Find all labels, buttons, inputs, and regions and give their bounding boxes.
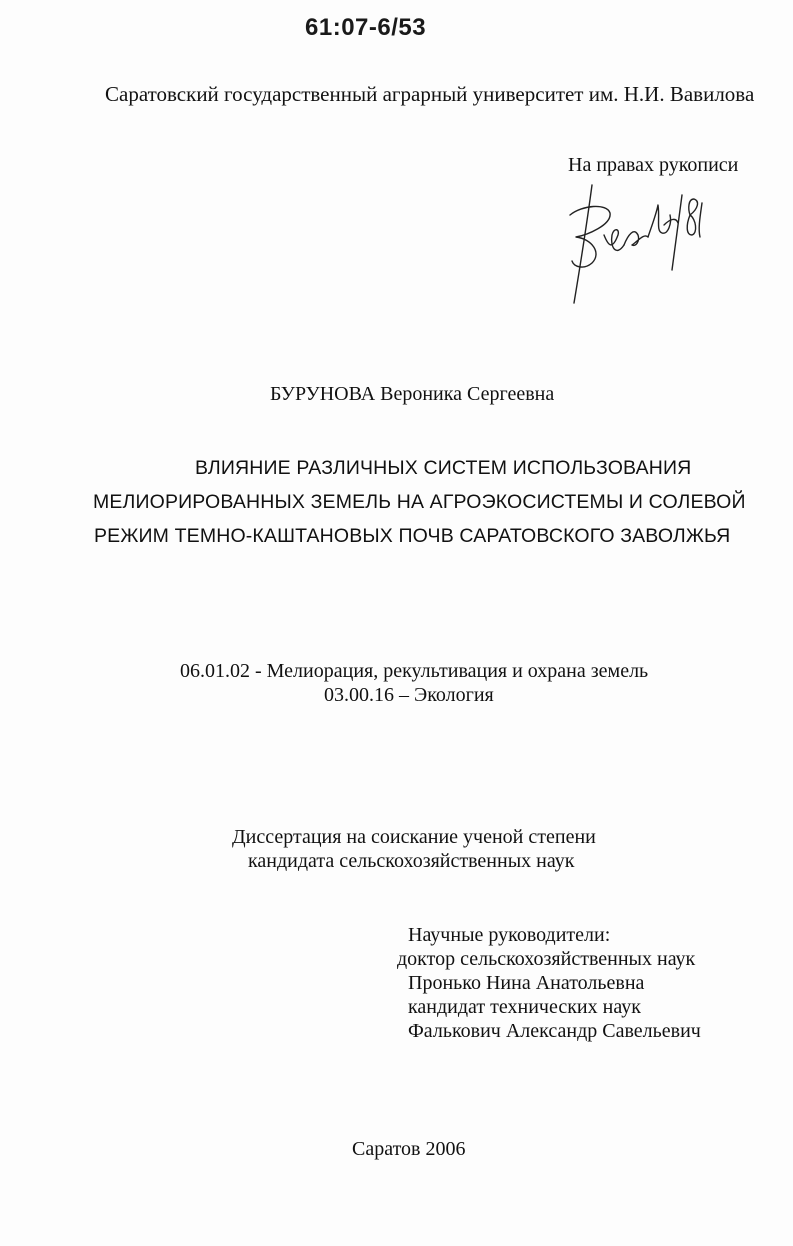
dissertation-line-1: Диссертация на соискание ученой степени <box>232 826 596 848</box>
place-year: Саратов 2006 <box>352 1138 466 1160</box>
supervisor-line-4: Фалькович Александр Савельевич <box>408 1020 701 1042</box>
title-line-3: РЕЖИМ ТЕМНО-КАШТАНОВЫХ ПОЧВ САРАТОВСКОГО ЗАВОЛЖЬЯ <box>94 525 731 547</box>
specialty-1: 06.01.02 - Мелиорация, рекультивация и охрана земель <box>180 660 649 682</box>
specialty-2: 03.00.16 – Экология <box>324 684 494 706</box>
catalog-number: 61:07-6/53 <box>305 14 427 41</box>
supervisor-line-3: кандидат технических наук <box>408 996 641 1018</box>
university-name: Саратовский государственный аграрный университет им. Н.И. Вавилова <box>105 82 755 106</box>
supervisors-heading: Научные руководители: <box>408 924 611 946</box>
author-signature <box>552 175 712 310</box>
supervisor-line-1: доктор сельскохозяйственных наук <box>397 948 696 970</box>
supervisor-line-2: Пронько Нина Анатольевна <box>408 972 645 994</box>
author-name: БУРУНОВА Вероника Сергеевна <box>270 383 555 405</box>
title-line-1: ВЛИЯНИЕ РАЗЛИЧНЫХ СИСТЕМ ИСПОЛЬЗОВАНИЯ <box>195 457 692 479</box>
title-line-2: МЕЛИОРИРОВАННЫХ ЗЕМЕЛЬ НА АГРОЭКОСИСТЕМЫ И СОЛЕВОЙ <box>93 491 746 513</box>
manuscript-note: На правах рукописи <box>568 154 739 176</box>
dissertation-line-2: кандидата сельскохозяйственных наук <box>248 850 575 872</box>
